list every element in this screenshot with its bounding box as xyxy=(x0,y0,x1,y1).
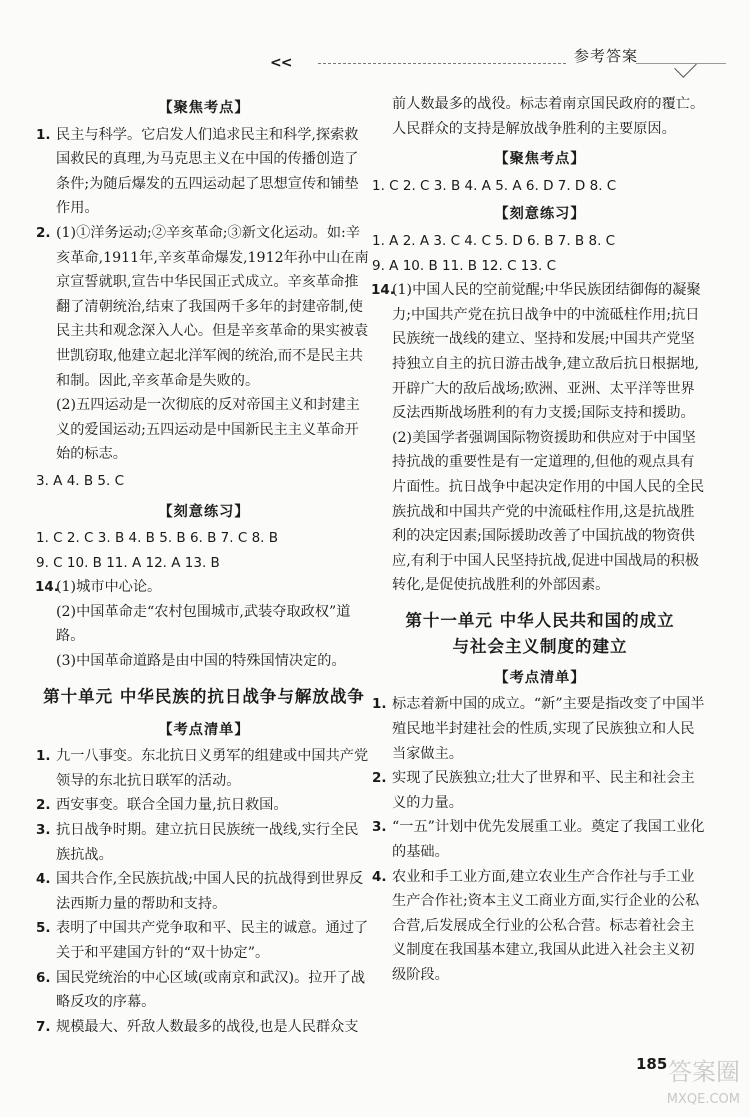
item-number: 14. xyxy=(35,579,59,596)
answer-item xyxy=(372,865,708,988)
item-number: 1. xyxy=(36,748,51,765)
header-dashed-line xyxy=(318,63,566,64)
answer-text: (1)①洋务运动;②辛亥革命;③新文化运动。如:辛亥革命,1911年,辛亥革命爆发,1912年孙中山在南京宣誓就职,宣告中华民国正式成立。辛亥革命推翻了清朝统治,结束了我国两千多年的封建帝制,使民主共和观念深入人心。但是辛亥革命的果实被袁世凯窃取,他建立起北洋军阀的统治,而不是民主共和制。因此,辛亥革命是失败的。 xyxy=(56,224,369,389)
answer-line: 1. C 2. C 3. B 4. B 5. B 6. B 7. C 8. B xyxy=(36,530,278,547)
answer-item xyxy=(36,575,372,600)
answer-item xyxy=(36,966,372,1015)
item-number: 1. xyxy=(372,696,387,713)
header-title: 参考答案 xyxy=(574,47,639,65)
answer-item xyxy=(36,221,372,393)
answer-text: (1)中国人民的空前觉醒;中华民族团结御侮的凝聚力;中国共产党在抗日战争中的中流砥柱作用;抗日民族统一战线的建立、坚持和发展;中国共产党坚持独立自主的抗日游击战争,建立敌后抗日根据地,开辟广大的敌后战场;欧洲、亚洲、太平洋等世界反法西斯战场胜利的有力支援;国际支持和援助。 xyxy=(392,282,701,422)
right-column xyxy=(372,92,708,988)
answer-text: 实现了民族独立;壮大了世界和平、民主和社会主义的力量。 xyxy=(392,770,695,811)
answer-line: 1. C 2. C 3. B 4. A 5. A 6. D 7. D 8. C xyxy=(372,177,617,194)
answer-item xyxy=(36,1015,372,1040)
item-number: 2. xyxy=(372,770,387,787)
answer-item xyxy=(372,692,708,766)
answer-item xyxy=(372,815,708,864)
answer-text: 抗日战争时期。建立抗日民族统一战线,实行全民族抗战。 xyxy=(56,822,359,863)
answer-text: 前人数最多的战役。标志着南京国民政府的覆亡。人民群众的支持是解放战争胜利的主要原因。 xyxy=(392,96,705,137)
item-number: 7. xyxy=(36,1018,51,1035)
answer-text: (2)中国革命走“农村包围城市,武装夺取政权”道路。 xyxy=(56,603,351,645)
item-number: 1. xyxy=(36,126,51,143)
answer-text: 表明了中国共产党争取和平、民主的诚意。通过了关于和平建国方针的“双十协定”。 xyxy=(56,920,369,961)
item-number: 2. xyxy=(36,797,51,814)
item-number: 4. xyxy=(36,871,51,888)
answer-item xyxy=(36,818,372,867)
answer-text: 九一八事变。东北抗日义勇军的组建或中国共产党领导的东北抗日联军的活动。 xyxy=(56,748,369,789)
item-number: 3. xyxy=(372,819,387,836)
section-heading: 【考点清单】 xyxy=(158,721,250,738)
unit-title-line: 与社会主义制度的建立 xyxy=(452,636,628,656)
answer-text: 国共合作,全民族抗战;中国人民的抗战得到世界反法西斯力量的帮助和支持。 xyxy=(56,871,364,912)
answer-text: 规模最大、歼敌人数最多的战役,也是人民群众支 xyxy=(56,1018,359,1035)
page-number: 185 xyxy=(636,1055,668,1073)
check-icon xyxy=(674,55,697,78)
answer-item xyxy=(36,744,372,793)
section-heading: 【考点清单】 xyxy=(494,669,586,686)
section-heading: 【刻意练习】 xyxy=(494,206,586,223)
answer-line: 3. A 4. B 5. C xyxy=(36,472,125,489)
header-marker: << xyxy=(270,55,292,71)
answer-item xyxy=(372,766,708,815)
watermark-line: 答案圈 xyxy=(668,1058,740,1086)
answer-text: 民主与科学。它启发人们追求民主和科学,探索救国救民的真理,为马克思主义在中国的传播创造了条件;为随后爆发的五四运动起了思想宣传和铺垫作用。 xyxy=(56,126,359,217)
answer-line: 9. A 10. B 11. B 12. C 13. C xyxy=(372,257,556,274)
item-number: 14. xyxy=(371,282,395,299)
answer-text: (1)城市中心论。 xyxy=(56,579,162,596)
watermark xyxy=(600,1058,740,1114)
unit-title xyxy=(372,608,708,660)
item-number: 3. xyxy=(36,822,51,839)
answer-text: 国民党统治的中心区域(或南京和武汉)。拉开了战略反攻的序幕。 xyxy=(56,969,366,1011)
item-number: 2. xyxy=(36,224,51,241)
section-heading: 【聚焦考点】 xyxy=(494,151,586,168)
answer-line: 9. C 10. B 11. A 12. A 13. B xyxy=(36,554,220,571)
unit-title: 第十单元 中华民族的抗日战争与解放战争 xyxy=(43,686,365,706)
item-number: 6. xyxy=(36,969,51,986)
item-number: 5. xyxy=(36,920,51,937)
answer-item xyxy=(36,793,372,818)
answer-line: 1. A 2. A 3. C 4. C 5. D 6. B 7. B 8. C xyxy=(372,232,616,249)
section-heading: 【刻意练习】 xyxy=(158,503,250,520)
answer-item xyxy=(36,916,372,965)
answer-text: (3)中国革命道路是由中国的特殊国情决定的。 xyxy=(56,653,346,670)
answer-text: 西安事变。联合全国力量,抗日救国。 xyxy=(56,797,288,814)
answer-item xyxy=(36,123,372,221)
answer-item xyxy=(36,867,372,916)
unit-title-line: 第十一单元 中华人民共和国的成立 xyxy=(405,610,675,630)
answer-text: (2)五四运动是一次彻底的反对帝国主义和封建主义的爱国运动;五四运动是中国新民主主义革命开始的标志。 xyxy=(56,397,360,463)
watermark-line: MXQE.COM xyxy=(666,1092,740,1107)
answer-item xyxy=(372,278,708,426)
left-column xyxy=(36,92,372,1039)
answer-text: 农业和手工业方面,建立农业生产合作社与手工业生产合作社;资本主义工商业方面,实行企业的公私合营,后发展成全行业的公私合营。标志着社会主义制度在我国基本建立,我国从此进入社会主义初级阶段。 xyxy=(392,868,700,983)
item-number: 4. xyxy=(372,868,387,885)
answer-text: 标志着新中国的成立。“新”主要是指改变了中国半殖民地半封建社会的性质,实现了民族独立和人民当家做主。 xyxy=(392,696,705,762)
answer-text: “一五”计划中优先发展重工业。奠定了我国工业化的基础。 xyxy=(392,819,705,861)
section-heading: 【聚焦考点】 xyxy=(158,100,250,116)
answer-text: (2)美国学者强调国际物资援助和供应对于中国坚持抗战的重要性是有一定道理的,但他的观点具有片面性。抗日战争中起决定作用的中国人民的全民族抗战和中国共产党的中流砥柱作用,这是抗战胜利的决定因素;国际援助改善了中国抗战的物资供应,有利于中国人民坚持抗战,促进中国战局的积极转化,是促使抗战胜利的外部因素。 xyxy=(392,429,705,594)
